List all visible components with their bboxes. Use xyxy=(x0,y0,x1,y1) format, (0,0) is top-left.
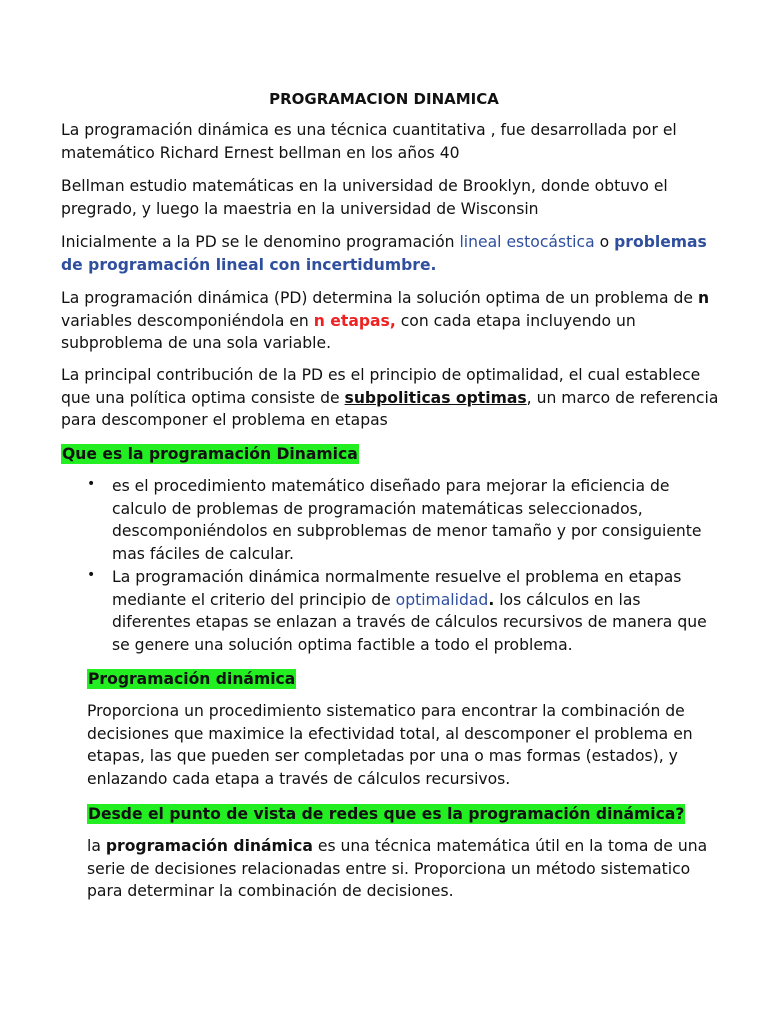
text-problemas-incertidumbre: problemas de programación lineal con incertidumbre. xyxy=(61,233,707,274)
text-subpoliticas: subpoliticas optimas xyxy=(344,388,527,407)
text: con cada etapa incluyendo un subproblema de una sola variable. xyxy=(61,311,636,352)
list-item: es el procedimiento matemático diseñado para mejorar la eficiencia de calculo de problemas de programación matemáticas seleccionados, descomponiéndolos en subproblemas de menor tamaño y por consiguiente mas fáciles de calcular. xyxy=(112,477,702,563)
text-n-etapas: n etapas, xyxy=(313,311,396,330)
text: los cálculos en las diferentes etapas se enlazan a través de cálculos recursivos de manera que se genere una solución optima factible a todo el problema. xyxy=(112,590,707,654)
highlighted-heading: Desde el punto de vista de redes que es la programación dinámica? xyxy=(88,805,685,823)
text: La programación dinámica normalmente resuelve el problema en etapas mediante el criterio del principio de xyxy=(112,568,682,609)
heading-redes xyxy=(87,803,717,826)
text: La programación dinámica (PD) determina la solución optima de un problema de xyxy=(61,289,698,307)
text-lineal-estocastica: lineal estocástica xyxy=(459,233,595,251)
paragraph-principio xyxy=(61,364,721,432)
text: , un marco de referencia para descomponer el problema en etapas xyxy=(61,388,719,429)
paragraph-redes xyxy=(87,835,717,903)
text: la xyxy=(87,837,106,855)
page-title: PROGRAMACION DINAMICA xyxy=(269,90,499,108)
text-optimalidad: optimalidad xyxy=(395,590,489,609)
highlighted-heading: Programación dinámica xyxy=(88,670,296,688)
text: La principal contribución de la PD es el principio de optimalidad, el cual establece que una política optima consiste de xyxy=(61,366,701,407)
text: . xyxy=(488,590,495,609)
text: Inicialmente a la PD se le denomino programación xyxy=(61,233,460,251)
text-n: n xyxy=(697,289,710,307)
bullet-icon: • xyxy=(87,567,96,583)
text: variables descomponiéndola en xyxy=(61,311,314,330)
paragraph-procedimiento: Proporciona un procedimiento sistematico para encontrar la combinación de decisiones que maximice la efectividad total, al descomponer el problema en etapas, las que pueden ser completadas por una o mas formas (estados), y enlazando cada etapa a través de cálculos recursivos. xyxy=(87,702,693,788)
heading-que-es xyxy=(61,443,721,466)
highlighted-heading: Que es la programación Dinamica xyxy=(62,445,358,463)
list-item xyxy=(112,566,712,656)
paragraph-intro: La programación dinámica es una técnica cuantitativa , fue desarrollada por el matemático Richard Ernest bellman en los años 40 xyxy=(61,121,677,162)
text: es una técnica matemática útil en la toma de una serie de decisiones relacionadas entre si. Proporciona un método sistematico para determinar la combinación de decisiones. xyxy=(87,837,708,900)
text: o xyxy=(594,233,615,251)
paragraph-bellman: Bellman estudio matemáticas en la universidad de Brooklyn, donde obtuvo el pregrado, y luego la maestria en la universidad de Wisconsin xyxy=(61,177,668,218)
paragraph-denomination xyxy=(61,231,721,276)
text-programacion-dinamica: programación dinámica xyxy=(105,837,313,855)
heading-programacion-dinamica xyxy=(87,668,717,691)
bullet-icon: • xyxy=(87,476,96,492)
paragraph-pd-definition xyxy=(61,287,721,355)
